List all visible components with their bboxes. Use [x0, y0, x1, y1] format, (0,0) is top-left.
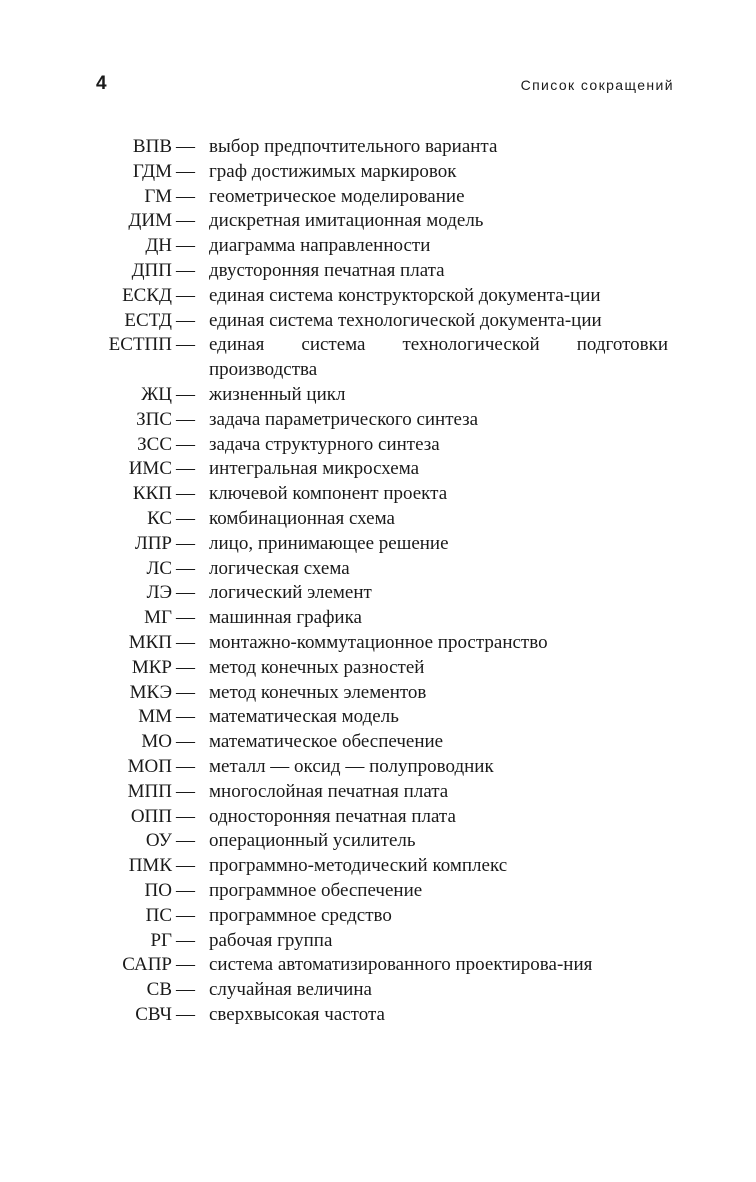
- abbreviation-term: МКЭ: [129, 681, 172, 703]
- abbreviation-term: ЖЦ: [141, 383, 172, 405]
- entry-dash: —: [176, 681, 195, 703]
- abbreviation-definition: дискретная имитационная модель: [209, 210, 484, 232]
- abbreviation-entry: [0, 557, 756, 582]
- entry-dash: —: [176, 879, 195, 901]
- abbreviation-term: ОУ: [145, 830, 172, 852]
- abbreviation-definition: задача структурного синтеза: [209, 433, 440, 455]
- abbreviation-term: СВЧ: [135, 1003, 172, 1025]
- entry-dash: —: [176, 136, 195, 157]
- entry-dash: —: [176, 954, 195, 976]
- entry-dash: —: [176, 855, 195, 877]
- abbreviation-definition: жизненный цикл: [209, 383, 346, 405]
- abbreviation-definition: единая система технологической подготовки производства: [209, 334, 668, 381]
- abbreviation-entry: [0, 259, 756, 284]
- abbreviation-definition: единая система технологической документа-ции: [209, 309, 602, 331]
- abbreviation-term: МО: [141, 731, 172, 753]
- entry-dash: —: [176, 160, 195, 182]
- abbreviation-entry: [0, 631, 756, 656]
- abbreviation-definition: геометрическое моделирование: [209, 185, 465, 207]
- entry-dash: —: [176, 507, 195, 529]
- abbreviation-definition: случайная величина: [209, 979, 372, 1001]
- abbreviation-definition: операционный усилитель: [209, 830, 416, 852]
- entry-dash: —: [176, 458, 195, 480]
- abbreviation-term: МОП: [127, 755, 172, 777]
- abbreviation-entry: [0, 978, 756, 1003]
- entry-dash: —: [176, 755, 195, 777]
- entry-dash: —: [176, 830, 195, 852]
- abbreviation-entry: [0, 333, 756, 383]
- abbreviation-term: ДН: [145, 235, 172, 257]
- entry-dash: —: [176, 631, 195, 653]
- entry-dash: —: [176, 706, 195, 728]
- entry-dash: —: [176, 731, 195, 753]
- abbreviation-entry: [0, 309, 756, 334]
- abbreviation-term: САПР: [122, 954, 172, 976]
- abbreviation-definition: рабочая группа: [209, 929, 333, 951]
- entry-dash: —: [176, 532, 195, 554]
- entry-dash: —: [176, 929, 195, 951]
- entry-dash: —: [176, 904, 195, 926]
- abbreviation-term: ГМ: [144, 185, 172, 207]
- abbreviation-entry: [0, 805, 756, 830]
- abbreviation-term: РГ: [150, 929, 172, 951]
- abbreviation-term: ЗПС: [136, 408, 172, 430]
- abbreviation-entry: [0, 532, 756, 557]
- abbreviation-term: ЕСКД: [122, 284, 172, 306]
- entry-dash: —: [176, 607, 195, 629]
- abbreviation-term: ЕСТПП: [108, 334, 172, 356]
- abbreviation-term: ГДМ: [132, 160, 172, 182]
- entry-dash: —: [176, 284, 195, 306]
- abbreviation-entry: [0, 681, 756, 706]
- abbreviation-definition: логическая схема: [209, 557, 350, 579]
- abbreviation-term: МПП: [127, 780, 172, 802]
- entry-dash: —: [176, 259, 195, 281]
- entry-dash: —: [176, 235, 195, 257]
- abbreviation-entry: [0, 829, 756, 854]
- entry-dash: —: [176, 210, 195, 232]
- abbreviation-term: ККП: [132, 483, 172, 505]
- abbreviation-entry: [0, 482, 756, 507]
- entry-dash: —: [176, 483, 195, 505]
- abbreviation-entry: [0, 879, 756, 904]
- abbreviation-term: ЛПР: [134, 532, 172, 554]
- entry-dash: —: [176, 805, 195, 827]
- abbreviation-term: ЕСТД: [124, 309, 172, 331]
- abbreviation-definition: программное обеспечение: [209, 879, 423, 901]
- abbreviation-term: ДПП: [131, 259, 172, 281]
- abbreviation-term: ДИМ: [128, 210, 172, 232]
- abbreviation-definition: программное средство: [209, 904, 392, 926]
- abbreviation-definition: металл — оксид — полупроводник: [209, 755, 494, 777]
- abbreviation-entry: [0, 606, 756, 631]
- abbreviation-term: КС: [147, 507, 172, 529]
- abbreviation-term: ЗСС: [137, 433, 172, 455]
- abbreviation-term: ИМС: [128, 458, 172, 480]
- abbreviation-entry: [0, 433, 756, 458]
- abbreviation-definition: программно-методический комплекс: [209, 855, 508, 877]
- entry-dash: —: [176, 557, 195, 579]
- entry-dash: —: [176, 656, 195, 678]
- abbreviation-entry: [0, 284, 756, 309]
- abbreviation-term: ПО: [144, 879, 172, 901]
- entry-dash: —: [176, 979, 195, 1001]
- abbreviation-entry: [0, 408, 756, 433]
- abbreviation-term: СВ: [146, 979, 172, 1001]
- abbreviation-entry: [0, 507, 756, 532]
- entry-dash: —: [176, 780, 195, 802]
- abbreviation-entry: [0, 185, 756, 210]
- abbreviation-definition: ключевой компонент проекта: [209, 483, 448, 505]
- abbreviation-entry: [0, 234, 756, 259]
- abbreviation-entry: [0, 755, 756, 780]
- abbreviation-entry: [0, 209, 756, 234]
- abbreviation-definition: метод конечных элементов: [209, 681, 427, 703]
- abbreviation-entry: [0, 135, 756, 160]
- abbreviation-definition: математическое обеспечение: [209, 731, 444, 753]
- entry-dash: —: [176, 309, 195, 331]
- abbreviation-definition: монтажно-коммутационное пространство: [209, 631, 548, 653]
- abbreviation-entry: [0, 904, 756, 929]
- abbreviation-entry: [0, 457, 756, 482]
- entry-dash: —: [176, 582, 195, 604]
- abbreviation-entry: [0, 705, 756, 730]
- abbreviation-definition: сверхвысокая частота: [209, 1003, 385, 1025]
- abbreviation-definition: интегральная микросхема: [209, 458, 420, 480]
- abbreviation-entry: [0, 929, 756, 954]
- entry-dash: —: [176, 433, 195, 455]
- abbreviation-definition: система автоматизированного проектирова-ния: [209, 954, 593, 976]
- abbreviation-entry: [0, 1003, 756, 1028]
- abbreviation-definition: машинная графика: [209, 607, 362, 629]
- abbreviation-entry: [0, 780, 756, 805]
- abbreviation-term: МКП: [128, 631, 172, 653]
- abbreviation-entry: [0, 730, 756, 755]
- abbreviation-list: [0, 135, 756, 1028]
- abbreviation-definition: логический элемент: [209, 582, 372, 604]
- abbreviation-definition: лицо, принимающее решение: [209, 532, 449, 554]
- abbreviation-definition: комбинационная схема: [209, 507, 395, 529]
- abbreviation-entry: [0, 581, 756, 606]
- abbreviation-entry: [0, 854, 756, 879]
- abbreviation-entry: [0, 953, 756, 978]
- entry-dash: —: [176, 383, 195, 405]
- abbreviation-entry: [0, 383, 756, 408]
- abbreviation-definition: граф достижимых маркировок: [209, 160, 457, 182]
- entry-dash: —: [176, 185, 195, 207]
- entry-dash: —: [176, 1003, 195, 1025]
- abbreviation-definition: выбор предпочтительного варианта: [209, 136, 498, 157]
- abbreviation-definition: односторонняя печатная плата: [209, 805, 456, 827]
- entry-dash: —: [176, 334, 195, 356]
- abbreviation-term: МГ: [144, 607, 172, 629]
- abbreviation-definition: задача параметрического синтеза: [209, 408, 479, 430]
- abbreviation-definition: единая система конструкторской документа-ции: [209, 284, 601, 306]
- abbreviation-term: ММ: [138, 706, 172, 728]
- abbreviation-definition: математическая модель: [209, 706, 399, 728]
- abbreviation-term: ЛЭ: [146, 582, 172, 604]
- abbreviation-definition: двусторонняя печатная плата: [209, 259, 445, 281]
- page-number: 4: [96, 73, 107, 94]
- abbreviation-term: ОПП: [130, 805, 172, 827]
- abbreviation-entry: [0, 160, 756, 185]
- abbreviation-definition: метод конечных разностей: [209, 656, 425, 678]
- abbreviation-definition: многослойная печатная плата: [209, 780, 449, 802]
- abbreviation-definition: диаграмма направленности: [209, 235, 431, 257]
- abbreviation-term: ПМК: [128, 855, 172, 877]
- running-title: Список сокращений: [520, 77, 674, 93]
- abbreviation-term: МКР: [131, 656, 172, 678]
- entry-dash: —: [176, 408, 195, 430]
- abbreviation-entry: [0, 656, 756, 681]
- abbreviation-term: ЛС: [146, 557, 172, 579]
- abbreviation-term: ВПВ: [132, 136, 172, 157]
- abbreviation-term: ПС: [145, 904, 172, 926]
